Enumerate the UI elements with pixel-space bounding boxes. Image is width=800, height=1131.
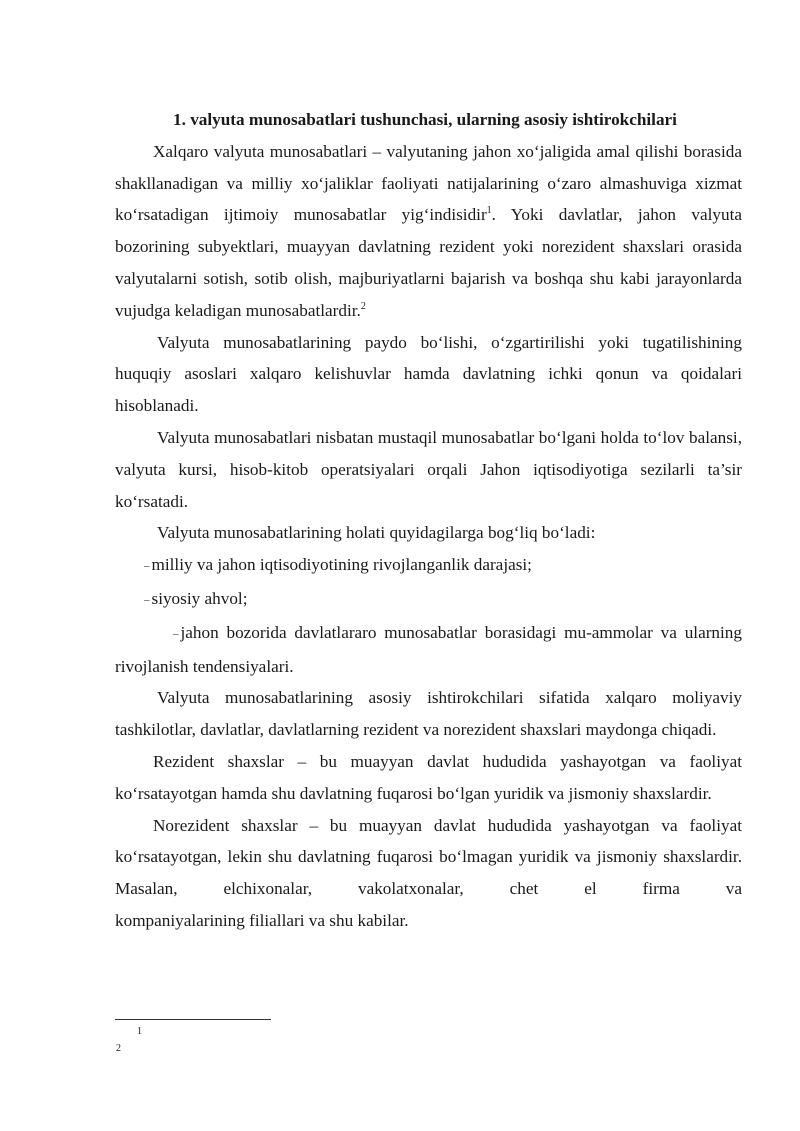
- paragraph-text: . Yoki davlatlar, jahon valyuta bozorining subyektlari, muayyan davlatning rezident yoki norezident shaxslari orasida valyutalarni sotish, sotib olish, majburiyatlarni bajarish va boshqa shu kabi jarayonlarda vujudga keladigan munosabatlardir.: [115, 205, 742, 320]
- footnote-2: 2: [116, 1043, 121, 1054]
- footnote-1: 1: [137, 1026, 142, 1037]
- paragraph-dependence: Valyuta munosabatlarining holati quyidagilarga bog‘liq bo‘ladi:: [157, 523, 596, 543]
- paragraph-legal-basis: Valyuta munosabatlarining paydo bo‘lishi, o‘zgartirilishi yoki tugatilishining huquqiy asoslari xalqaro kelishuvlar hamda davlatning ichki qonun va qoidalari hisoblanadi.: [115, 332, 742, 416]
- footnote-separator: [115, 1019, 271, 1020]
- dash-bullet: –: [173, 627, 179, 640]
- paragraph-nonresident-end: kompaniyalarining filiallari va shu kabilar.: [115, 910, 409, 930]
- paragraph-nonresident: Norezident shaxslar – bu muayyan davlat hududida yashayotgan va faoliyat ko‘rsatayotgan, lekin shu davlatning fuqarosi bo‘lmagan yuridik va jismoniy shaxslardir. Masalan, elchixonalar, vakolatxonalar, chet el firma va: [115, 815, 742, 899]
- dash-bullet: –: [144, 560, 150, 573]
- list-item: – jahon bozorida davlatlararo munosabatlar borasidagi mu-ammolar va ularning rivojlanish tendensiyalari.: [115, 617, 742, 683]
- section-heading: 1. valyuta munosabatlari tushunchasi, ularning asosiy ishtirokchilari: [173, 110, 677, 129]
- paragraph-influence: Valyuta munosabatlari nisbatan mustaqil munosabatlar bo‘lgani holda to‘lov balansi, valyuta kursi, hisob-kitob operatsiyalari orqali Jahon iqtisodiyotiga sezilarli ta’sir ko‘rsatadi.: [115, 427, 742, 511]
- list-item: – siyosiy ahvol;: [115, 583, 742, 617]
- paragraph-definition: [115, 136, 742, 327]
- footnote-ref-1[interactable]: 1: [486, 205, 492, 217]
- document-body: [115, 104, 742, 937]
- dash-bullet: –: [144, 593, 150, 606]
- list-item: – milliy va jahon iqtisodiyotining rivojlanganlik darajasi;: [115, 549, 742, 583]
- paragraph-text: Xalqaro valyuta munosabatlari – valyutaning jahon xo‘jaligida amal qilishi borasida shakllanadigan va milliy xo‘jaliklar faoliyati natijalarining o‘zaro almashuviga xizmat ko‘rsatadigan ijtimoiy munosabatlar yig‘indisidir: [115, 141, 742, 225]
- paragraph-resident: Rezident shaxslar – bu muayyan davlat hududida yashayotgan va faoliyat ko‘rsatayotgan hamda shu davlatning fuqarosi bo‘lgan yuridik va jismoniy shaxslardir.: [115, 751, 742, 803]
- paragraph-participants: Valyuta munosabatlarining asosiy ishtirokchilari sifatida xalqaro moliyaviy tashkilotlar, davlatlar, davlatlarning rezident va norezident shaxslari maydonga chiqadi.: [115, 688, 742, 740]
- footnote-ref-2[interactable]: 2: [360, 300, 366, 312]
